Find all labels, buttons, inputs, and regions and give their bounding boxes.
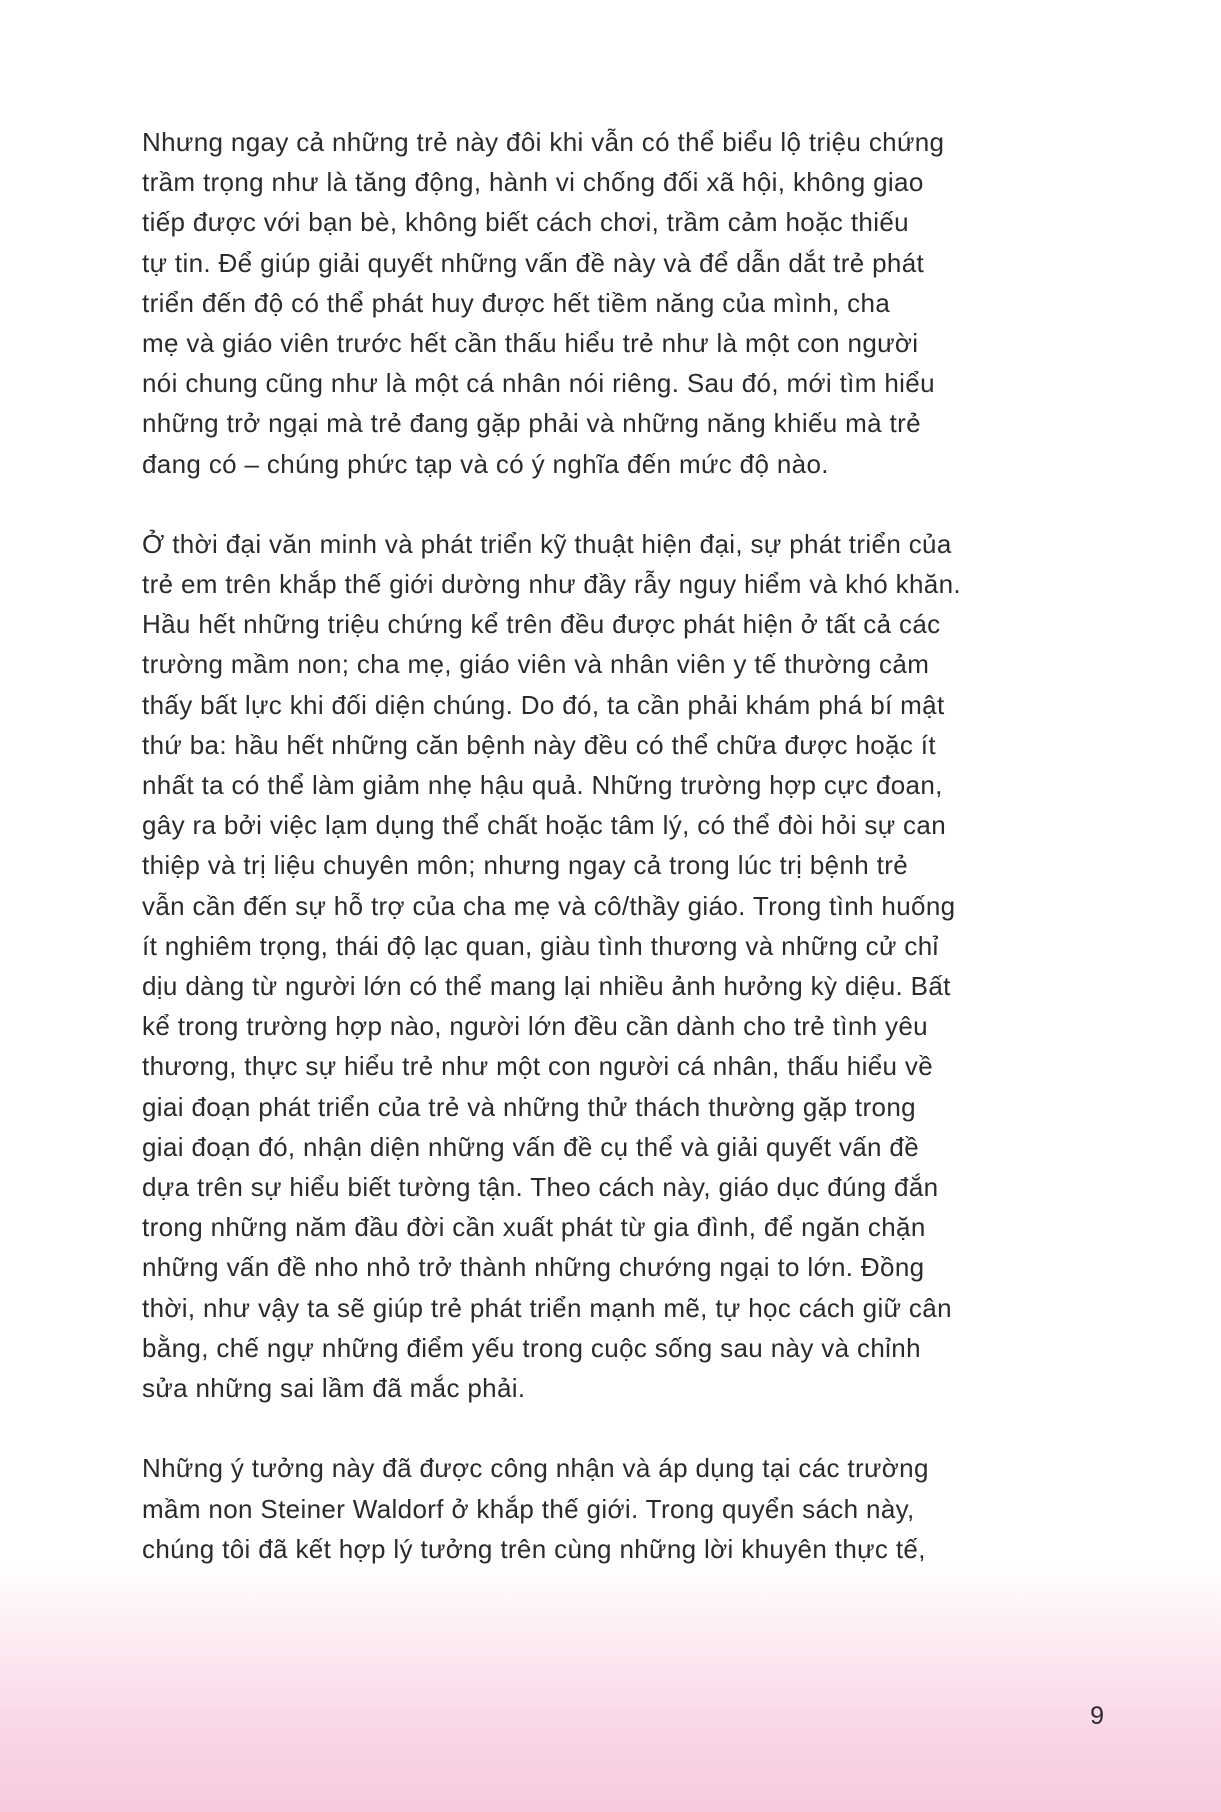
text-line: bằng, chế ngự những điểm yếu trong cuộc sống sau này và chỉnh [142,1332,921,1363]
text-line: thương, thực sự hiểu trẻ như một con người cá nhân, thấu hiểu về [142,1051,934,1082]
body-text [142,122,1102,1609]
text-line: mẹ và giáo viên trước hết cần thấu hiểu trẻ như là một con người [142,328,919,359]
text-line: mầm non Steiner Waldorf ở khắp thế giới. Trong quyển sách này, [142,1493,915,1524]
text-line: giai đoạn phát triển của trẻ và những thử thách thường gặp trong [142,1091,916,1122]
text-line: giai đoạn đó, nhận diện những vấn đề cụ thể và giải quyết vấn đề [142,1131,920,1162]
text-line: trong những năm đầu đời cần xuất phát từ gia đình, để ngăn chặn [142,1212,926,1243]
text-line: tự tin. Để giúp giải quyết những vấn đề này và để dẫn dắt trẻ phát [142,247,925,278]
text-line: sửa những sai lầm đã mắc phải. [142,1373,526,1404]
text-line: thấy bất lực khi đối diện chúng. Do đó, ta cần phải khám phá bí mật [142,689,945,720]
text-line: đang có – chúng phức tạp và có ý nghĩa đến mức độ nào. [142,448,829,479]
text-line: triển đến độ có thể phát huy được hết tiềm năng của mình, cha [142,287,891,318]
text-line: dựa trên sự hiểu biết tường tận. Theo cách này, giáo dục đúng đắn [142,1172,939,1203]
paragraph-3 [142,1448,1102,1569]
text-line: nhất ta có thể làm giảm nhẹ hậu quả. Những trường hợp cực đoan, [142,770,943,801]
text-line: chúng tôi đã kết hợp lý tưởng trên cùng những lời khuyên thực tế, [142,1533,926,1564]
text-line: nói chung cũng như là một cá nhân nói riêng. Sau đó, mới tìm hiểu [142,368,935,399]
text-line: Nhưng ngay cả những trẻ này đôi khi vẫn có thể biểu lộ triệu chứng [142,127,945,157]
text-line: vẫn cần đến sự hỗ trợ của cha mẹ và cô/thầy giáo. Trong tình huống [142,890,956,921]
text-line: những trở ngại mà trẻ đang gặp phải và những năng khiếu mà trẻ [142,408,921,439]
text-line: trầm trọng như là tăng động, hành vi chống đối xã hội, không giao [142,167,924,198]
text-line: thời, như vậy ta sẽ giúp trẻ phát triển mạnh mẽ, tự học cách giữ cân [142,1292,952,1323]
text-line: trẻ em trên khắp thế giới dường như đầy rẫy nguy hiểm và khó khăn. [142,569,961,600]
page-number: 9 [1090,1702,1104,1730]
text-line: Hầu hết những triệu chứng kể trên đều được phát hiện ở tất cả các [142,609,941,640]
text-line: gây ra bởi việc lạm dụng thể chất hoặc tâm lý, có thể đòi hỏi sự can [142,810,947,841]
text-line: Những ý tưởng này đã được công nhận và áp dụng tại các trường [142,1453,929,1484]
text-line: những vấn đề nho nhỏ trở thành những chướng ngại to lớn. Đồng [142,1252,925,1283]
text-line: dịu dàng từ người lớn có thể mang lại nhiều ảnh hưởng kỳ diệu. Bất [142,971,951,1002]
text-line: Ở thời đại văn minh và phát triển kỹ thuật hiện đại, sự phát triển của [142,528,952,559]
text-line: tiếp được với bạn bè, không biết cách chơi, trầm cảm hoặc thiếu [142,207,909,238]
text-line: trường mầm non; cha mẹ, giáo viên và nhân viên y tế thường cảm [142,649,930,680]
text-line: ít nghiêm trọng, thái độ lạc quan, giàu tình thương và những cử chỉ [142,930,939,961]
paragraph-1 [142,122,1102,484]
text-line: kể trong trường hợp nào, người lớn đều cần dành cho trẻ tình yêu [142,1011,928,1042]
text-line: thiệp và trị liệu chuyên môn; nhưng ngay cả trong lúc trị bệnh trẻ [142,850,909,881]
text-line: thứ ba: hầu hết những căn bệnh này đều có thể chữa được hoặc ít [142,729,936,760]
paragraph-2 [142,524,1102,1408]
